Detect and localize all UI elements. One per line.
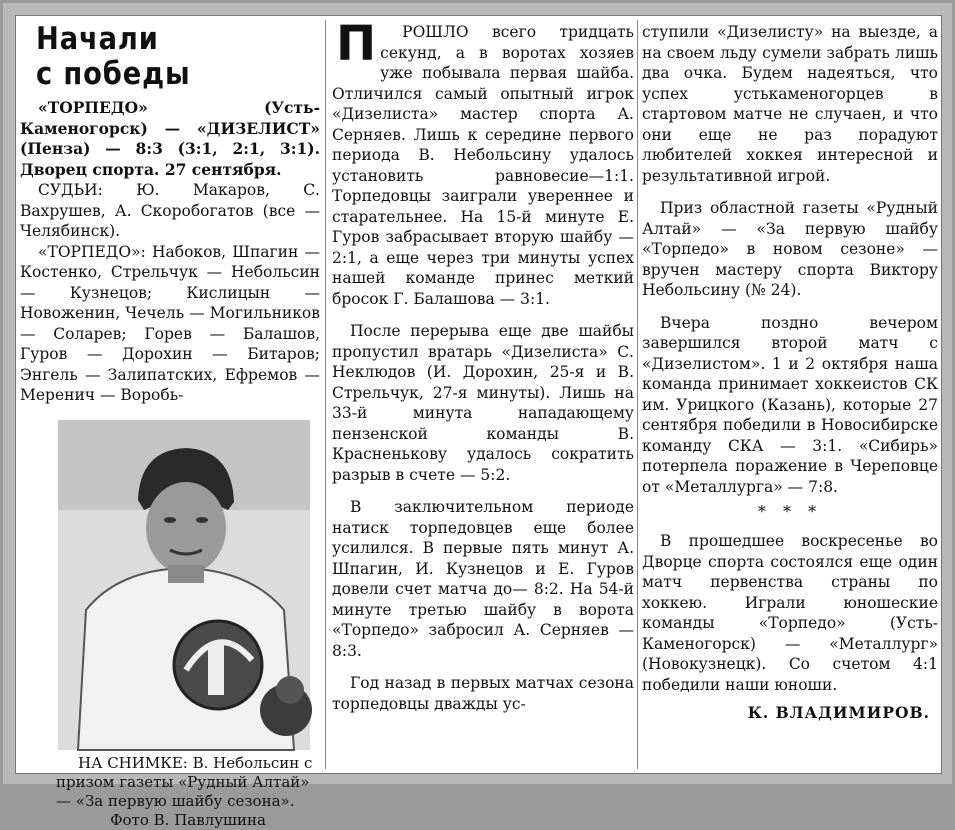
- page-frame: [3, 3, 952, 829]
- newspaper-clipping: [15, 15, 942, 829]
- col2-paragraph-4: Год назад в первых матчах сезона торпедовцы дважды ус-: [332, 674, 634, 713]
- section-divider: * * *: [757, 502, 823, 521]
- drop-cap: П: [336, 16, 377, 72]
- author-signature: К. ВЛАДИМИРОВ.: [747, 703, 930, 722]
- team-lineup: «ТОРПЕДО»: Набоков, Шпагин — Костенко, Стрельчук — Небольсин — Кузнецов; Кислицын — Новоженин, Чечель — Могильников — Соларев; Горев — Балашов, Гуров — Дорохин — Битаров; Энгель — Залипатских, Ефремов — Меренич — Воробь-: [20, 242, 320, 404]
- column-1: [20, 16, 320, 829]
- player-photo-illustration: [58, 420, 310, 750]
- col2-paragraph-3: В заключительном периоде натиск торпедовцев еще более усилился. В первые пять минут А. Шпагин, И. Кузнецов и Е. Гуров довели счет матча до— 8:2. На 54-й минуте третью шайбу в ворота «Торпедо» забросил А. Серняев — 8:3.: [332, 498, 634, 660]
- match-summary: «ТОРПЕДО» (Усть-Каменогорск) — «ДИЗЕЛИСТ» (Пенза) — 8:3 (3:1, 2:1, 3:1). Дворец спорта. 27 сентября.: [20, 98, 320, 179]
- col3-paragraph-1: ступили «Дизелисту» на выезде, а на своем льду сумели забрать лишь два очка. Будем надеяться, что успех устькаменогорцев в стартовом матче не случаен, и что они еще не раз порадуют любителей хоккея интересной и результативной игрой.: [642, 23, 938, 185]
- headline: Начали с победы: [36, 21, 191, 92]
- col2-paragraph-2: После перерыва еще две шайбы пропустил вратарь «Дизелиста» С. Неклюдов (И. Дорохин, 25-я и В. Стрельчук, 27-я минуты). Лишь на 33-й минута нападающему пензенской команды В. Красненькову удалось сократить разрыв в счете — 5:2.: [332, 322, 634, 484]
- column-3: [642, 16, 938, 773]
- col3-paragraph-4: В прошедшее воскресенье во Дворце спорта состоялся еще один матч первенства страны по хоккею. Играли юношеские команды «Торпедо» (Усть-Каменогорск) — «Металлург» (Новокузнецк). Со счетом 4:1 победили наши юноши.: [642, 532, 938, 694]
- col2-paragraph-1: [332, 16, 634, 309]
- photo-caption: НА СНИМКЕ: В. Небольсин с призом газеты «Рудный Алтай» — «За первую шайбу сезона».: [56, 753, 313, 810]
- column-divider: [325, 20, 326, 769]
- player-photo: [58, 420, 310, 750]
- col3-paragraph-2: Приз областной газеты «Рудный Алтай» — «За первую шайбу «Торпедо» в новом сезоне» — вручен мастеру спорта Виктору Небольсину (№ 24).: [642, 199, 938, 299]
- referees: СУДЬИ: Ю. Макаров, С. Вахрушев, А. Скоробогатов (все — Челябинск).: [20, 181, 320, 240]
- column-divider: [637, 20, 638, 769]
- column-2: [332, 16, 634, 773]
- col2-paragraph-1-text: РОШЛО всего тридцать секунд, а в воротах хозяев уже побывала первая шайба. Отличился самый опытный игрок «Дизелиста» мастер спорта А. Серняев. Лишь к середине первого периода В. Небольсину удалось установить равновесие—1:1. Торпедовцы заиграли увереннее и старательнее. На 15-й минуте Е. Гуров забрасывает вторую шайбу — 2:1, а еще через три минуты успех нашей команде принес меткий бросок Г. Балашова — 3:1.: [332, 23, 634, 308]
- col3-paragraph-3: Вчера поздно вечером завершился второй матч с «Дизелистом». 1 и 2 октября наша команда принимает хоккеистов СК им. Урицкого (Казань), которые 27 сентября победили в Новосибирске команду СКА — 3:1. «Сибирь» потерпела поражение в Череповце от «Металлурга» — 7:8.: [642, 313, 938, 496]
- photo-credit: Фото В. Павлушина: [110, 810, 266, 829]
